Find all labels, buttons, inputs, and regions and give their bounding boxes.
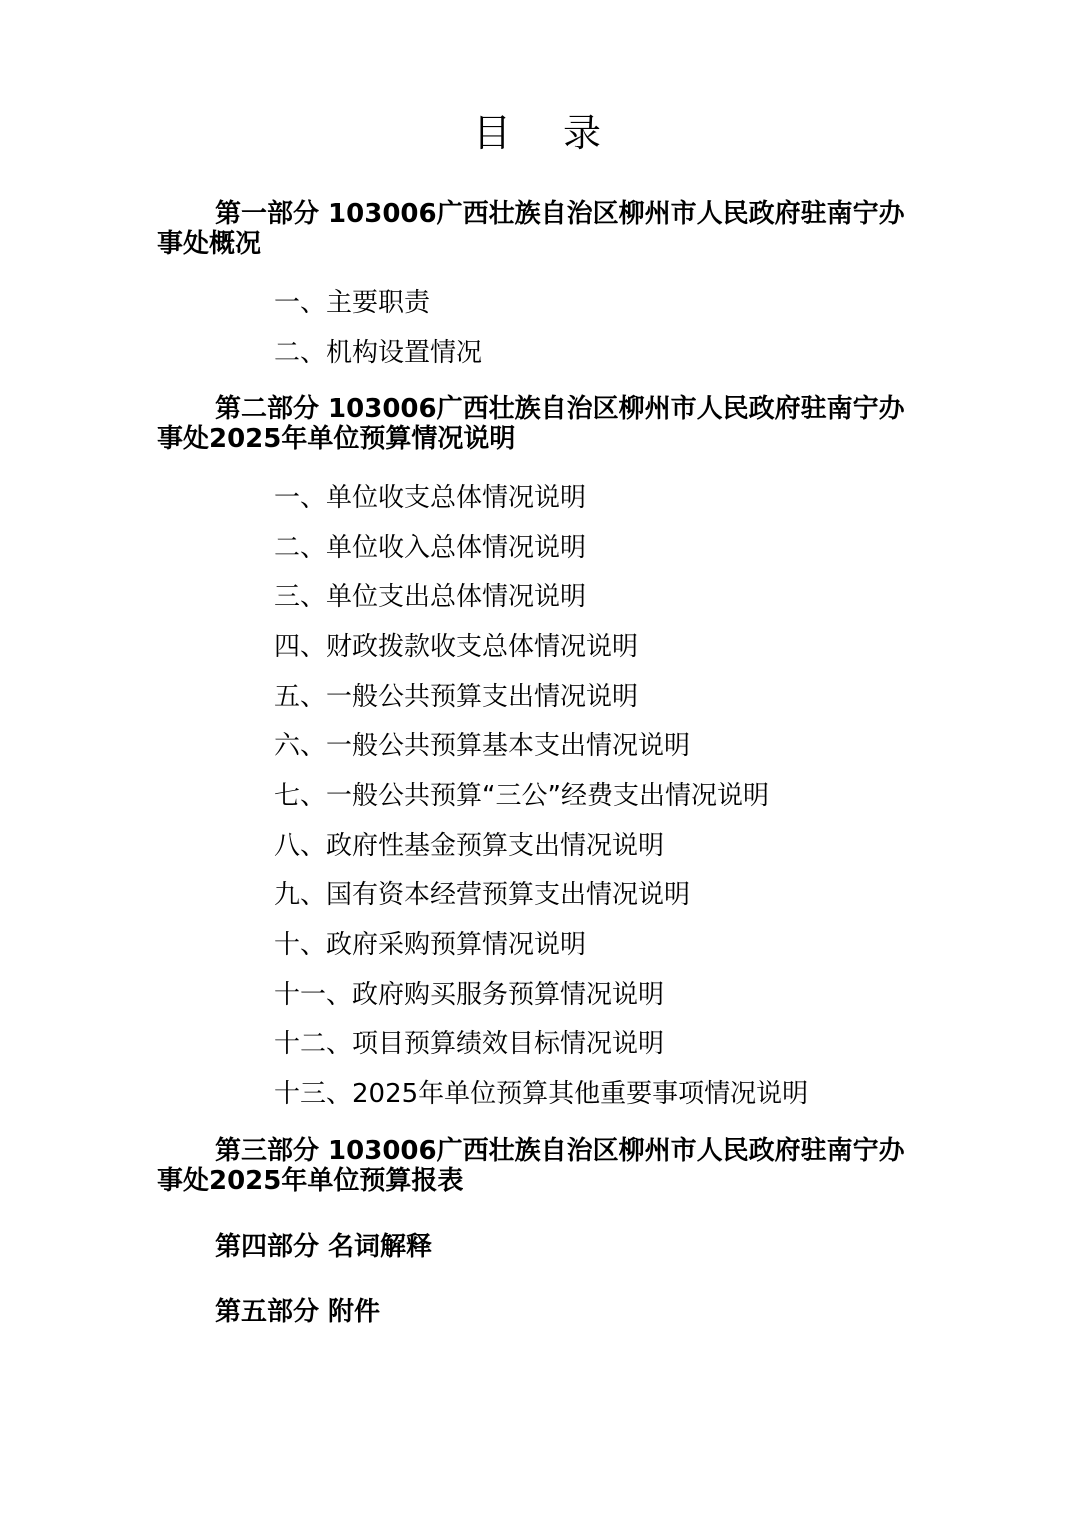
toc-item: 十二、项目预算绩效目标情况说明	[274, 1029, 665, 1059]
toc-item: 四、财政拨款收支总体情况说明	[274, 632, 639, 662]
part-heading-5: 第五部分 附件	[215, 1297, 381, 1327]
toc-item: 一、单位收支总体情况说明	[274, 483, 587, 513]
toc-item: 十三、2025年单位预算其他重要事项情况说明	[274, 1079, 809, 1109]
toc-item: 八、政府性基金预算支出情况说明	[274, 831, 665, 861]
page-title: 目 录	[472, 111, 622, 155]
toc-item: 九、国有资本经营预算支出情况说明	[274, 880, 691, 910]
part-heading-1: 第一部分 103006广西壮族自治区柳州市人民政府驻南宁办事处概况	[157, 199, 905, 259]
toc-item: 六、一般公共预算基本支出情况说明	[274, 731, 691, 761]
toc-item: 三、单位支出总体情况说明	[274, 582, 587, 612]
part-heading-4: 第四部分 名词解释	[215, 1232, 433, 1262]
toc-item: 一、主要职责	[274, 288, 431, 318]
toc-item: 十、政府采购预算情况说明	[274, 930, 587, 960]
toc-item: 二、单位收入总体情况说明	[274, 533, 587, 563]
part-heading-3: 第三部分 103006广西壮族自治区柳州市人民政府驻南宁办事处2025年单位预算报表	[157, 1136, 905, 1196]
part-heading-2: 第二部分 103006广西壮族自治区柳州市人民政府驻南宁办事处2025年单位预算情况说明	[157, 394, 905, 454]
toc-item: 二、机构设置情况	[274, 338, 483, 368]
toc-item: 五、一般公共预算支出情况说明	[274, 682, 639, 712]
toc-item: 十一、政府购买服务预算情况说明	[274, 980, 665, 1010]
toc-item: 七、一般公共预算“三公”经费支出情况说明	[274, 781, 769, 811]
